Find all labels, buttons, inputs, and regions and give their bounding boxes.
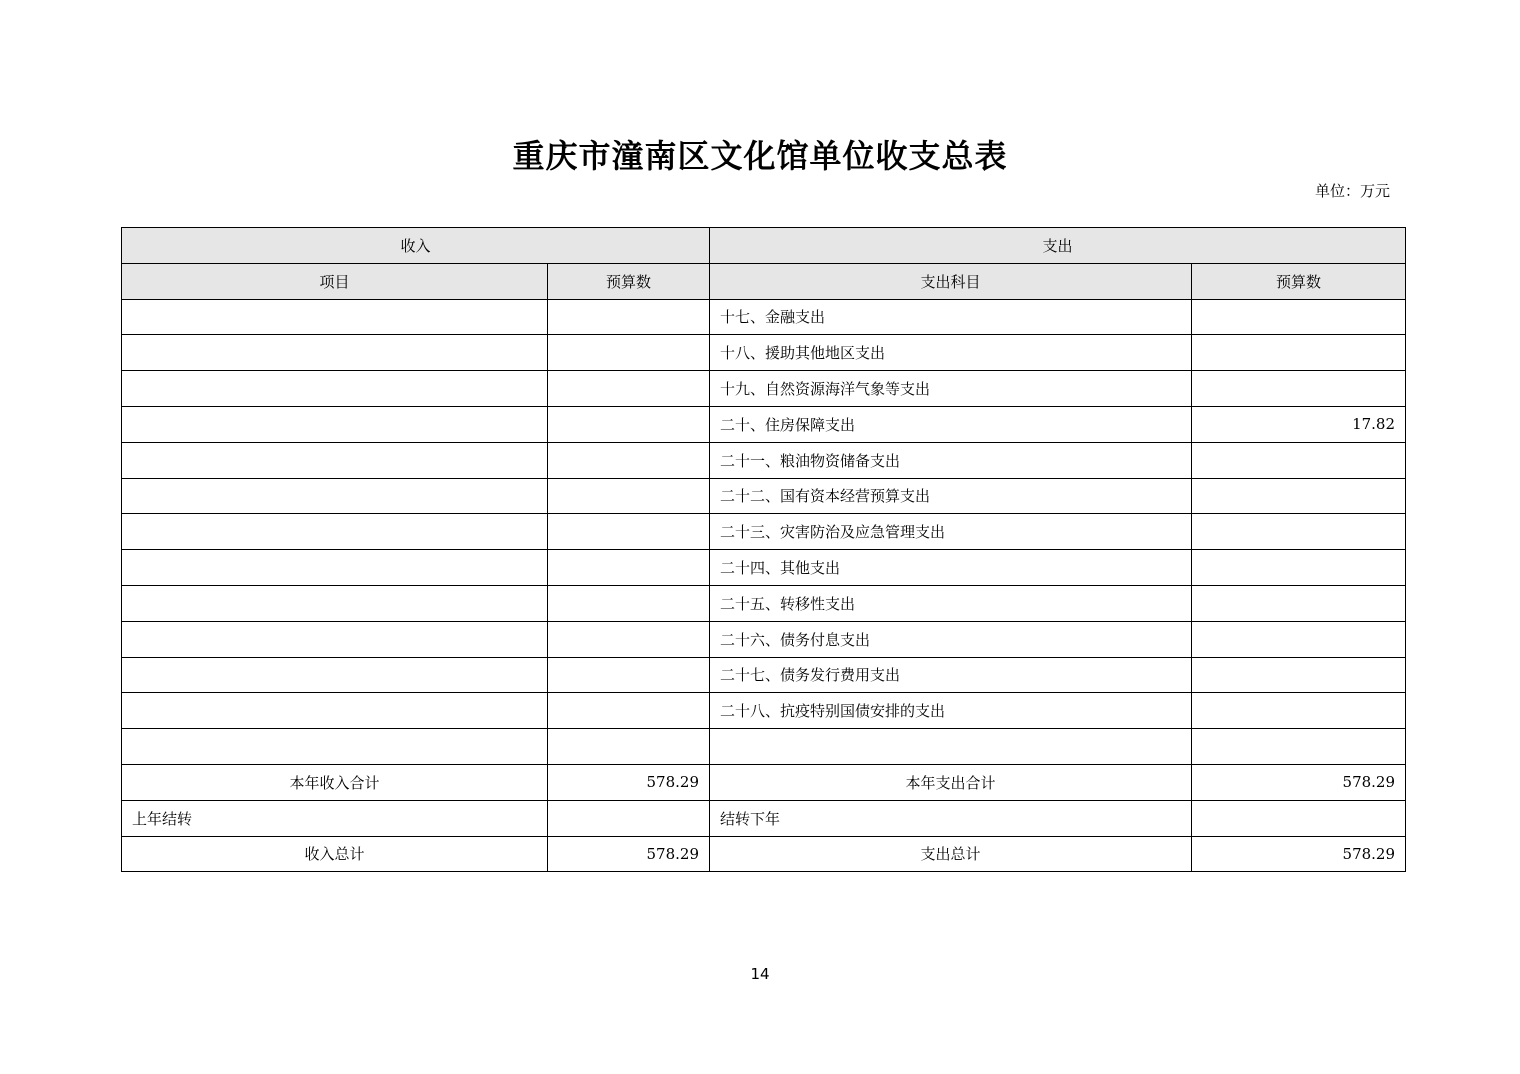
income-value-cell	[548, 621, 710, 657]
income-group-header: 收入	[122, 228, 710, 264]
expense-total-label: 支出总计	[710, 836, 1192, 872]
income-carry-value	[548, 800, 710, 836]
income-value-cell	[548, 442, 710, 478]
income-item-cell	[122, 406, 548, 442]
expense-item-cell: 二十二、国有资本经营预算支出	[710, 478, 1192, 514]
income-subtotal-value: 578.29	[548, 764, 710, 800]
expense-subtotal-label: 本年支出合计	[710, 764, 1192, 800]
income-item-cell	[122, 335, 548, 371]
income-item-cell	[122, 299, 548, 335]
expense-value-cell	[1192, 729, 1406, 765]
expense-subtotal-value: 578.29	[1192, 764, 1406, 800]
expense-carry-value	[1192, 800, 1406, 836]
table-row	[122, 335, 1406, 371]
expense-value-cell	[1192, 478, 1406, 514]
income-item-cell	[122, 550, 548, 586]
income-item-cell	[122, 585, 548, 621]
unit-label: 单位：万元	[1314, 182, 1390, 200]
table-row	[122, 514, 1406, 550]
income-item-header: 项目	[122, 263, 548, 299]
expense-value-cell	[1192, 693, 1406, 729]
expense-value-cell	[1192, 585, 1406, 621]
expense-value-cell	[1192, 621, 1406, 657]
income-item-cell	[122, 657, 548, 693]
expense-value-cell	[1192, 371, 1406, 407]
expense-value-cell	[1192, 299, 1406, 335]
expense-item-header: 支出科目	[710, 263, 1192, 299]
table-row	[122, 478, 1406, 514]
table-row	[122, 585, 1406, 621]
table-row	[122, 442, 1406, 478]
table-body	[122, 299, 1406, 764]
income-total-label: 收入总计	[122, 836, 548, 872]
expense-item-cell: 二十、住房保障支出	[710, 406, 1192, 442]
income-value-cell	[548, 729, 710, 765]
table-header-row-columns	[122, 263, 1406, 299]
income-value-cell	[548, 585, 710, 621]
expense-item-cell: 十九、自然资源海洋气象等支出	[710, 371, 1192, 407]
income-item-cell	[122, 693, 548, 729]
income-carry-label: 上年结转	[122, 800, 548, 836]
expense-total-value: 578.29	[1192, 836, 1406, 872]
table-row	[122, 299, 1406, 335]
expense-item-cell: 十八、援助其他地区支出	[710, 335, 1192, 371]
income-value-cell	[548, 371, 710, 407]
table-row	[122, 550, 1406, 586]
carry-row	[122, 800, 1406, 836]
income-value-cell	[548, 406, 710, 442]
expense-item-cell: 二十七、债务发行费用支出	[710, 657, 1192, 693]
income-budget-header: 预算数	[548, 263, 710, 299]
table-row	[122, 729, 1406, 765]
expense-item-cell	[710, 729, 1192, 765]
table-row	[122, 693, 1406, 729]
table-header-row-group	[122, 228, 1406, 264]
expense-value-cell	[1192, 514, 1406, 550]
income-value-cell	[548, 299, 710, 335]
income-value-cell	[548, 657, 710, 693]
table-row	[122, 657, 1406, 693]
income-item-cell	[122, 514, 548, 550]
table-row	[122, 406, 1406, 442]
expense-item-cell: 十七、金融支出	[710, 299, 1192, 335]
expense-group-header: 支出	[710, 228, 1406, 264]
expense-carry-label: 结转下年	[710, 800, 1192, 836]
expense-budget-header: 预算数	[1192, 263, 1406, 299]
expense-item-cell: 二十一、粮油物资储备支出	[710, 442, 1192, 478]
expense-item-cell: 二十三、灾害防治及应急管理支出	[710, 514, 1192, 550]
expense-item-cell: 二十八、抗疫特别国债安排的支出	[710, 693, 1192, 729]
expense-item-cell: 二十六、债务付息支出	[710, 621, 1192, 657]
income-item-cell	[122, 621, 548, 657]
budget-summary-table	[121, 227, 1406, 872]
expense-value-cell	[1192, 550, 1406, 586]
income-value-cell	[548, 550, 710, 586]
document-title: 重庆市潼南区文化馆单位收支总表	[512, 137, 1008, 175]
expense-value-cell	[1192, 657, 1406, 693]
income-value-cell	[548, 693, 710, 729]
expense-value-cell: 17.82	[1192, 406, 1406, 442]
income-item-cell	[122, 729, 548, 765]
expense-item-cell: 二十五、转移性支出	[710, 585, 1192, 621]
income-value-cell	[548, 478, 710, 514]
income-total-value: 578.29	[548, 836, 710, 872]
income-item-cell	[122, 371, 548, 407]
page-number: 14	[750, 965, 770, 983]
subtotal-row	[122, 764, 1406, 800]
income-value-cell	[548, 335, 710, 371]
expense-item-cell: 二十四、其他支出	[710, 550, 1192, 586]
expense-value-cell	[1192, 335, 1406, 371]
table-row	[122, 371, 1406, 407]
income-item-cell	[122, 442, 548, 478]
table-row	[122, 621, 1406, 657]
expense-value-cell	[1192, 442, 1406, 478]
income-value-cell	[548, 514, 710, 550]
total-row	[122, 836, 1406, 872]
income-subtotal-label: 本年收入合计	[122, 764, 548, 800]
income-item-cell	[122, 478, 548, 514]
